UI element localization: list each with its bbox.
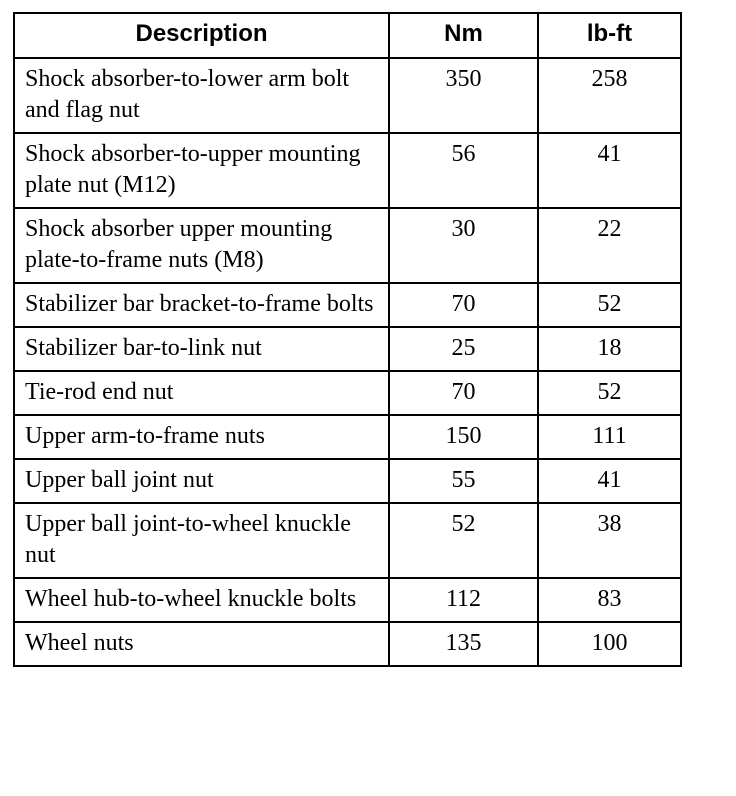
row-description: Upper ball joint-to-wheel knuckle nut <box>14 503 389 578</box>
row-nm-value: 30 <box>389 208 538 283</box>
row-lbft-value: 100 <box>538 622 681 666</box>
row-nm-value: 55 <box>389 459 538 503</box>
row-lbft-value: 41 <box>538 459 681 503</box>
row-lbft-value: 52 <box>538 283 681 327</box>
table-row <box>14 371 681 415</box>
row-nm-value: 150 <box>389 415 538 459</box>
row-description: Stabilizer bar-to-link nut <box>14 327 389 371</box>
torque-spec-table <box>13 12 682 667</box>
row-description: Shock absorber-to-lower arm bolt and flag nut <box>14 58 389 133</box>
row-description: Shock absorber-to-upper mounting plate nut (M12) <box>14 133 389 208</box>
row-lbft-value: 83 <box>538 578 681 622</box>
row-lbft-value: 18 <box>538 327 681 371</box>
row-description: Stabilizer bar bracket-to-frame bolts <box>14 283 389 327</box>
row-description: Tie-rod end nut <box>14 371 389 415</box>
row-lbft-value: 111 <box>538 415 681 459</box>
table-row <box>14 283 681 327</box>
row-description: Upper arm-to-frame nuts <box>14 415 389 459</box>
table-row <box>14 133 681 208</box>
row-nm-value: 56 <box>389 133 538 208</box>
table-row <box>14 415 681 459</box>
row-nm-value: 112 <box>389 578 538 622</box>
table-row <box>14 327 681 371</box>
row-description: Wheel hub-to-wheel knuckle bolts <box>14 578 389 622</box>
table-row <box>14 503 681 578</box>
header-description: Description <box>14 13 389 58</box>
row-nm-value: 25 <box>389 327 538 371</box>
table-row <box>14 459 681 503</box>
row-lbft-value: 52 <box>538 371 681 415</box>
row-description: Wheel nuts <box>14 622 389 666</box>
row-description: Shock absorber upper mounting plate-to-frame nuts (M8) <box>14 208 389 283</box>
row-lbft-value: 22 <box>538 208 681 283</box>
table-row <box>14 208 681 283</box>
table-row <box>14 622 681 666</box>
header-row <box>14 13 681 58</box>
row-nm-value: 350 <box>389 58 538 133</box>
row-nm-value: 70 <box>389 371 538 415</box>
table-row <box>14 58 681 133</box>
table-row <box>14 578 681 622</box>
header-nm: Nm <box>389 13 538 58</box>
row-nm-value: 70 <box>389 283 538 327</box>
row-nm-value: 52 <box>389 503 538 578</box>
row-description: Upper ball joint nut <box>14 459 389 503</box>
row-lbft-value: 38 <box>538 503 681 578</box>
row-lbft-value: 258 <box>538 58 681 133</box>
header-lbft: lb-ft <box>538 13 681 58</box>
row-nm-value: 135 <box>389 622 538 666</box>
row-lbft-value: 41 <box>538 133 681 208</box>
